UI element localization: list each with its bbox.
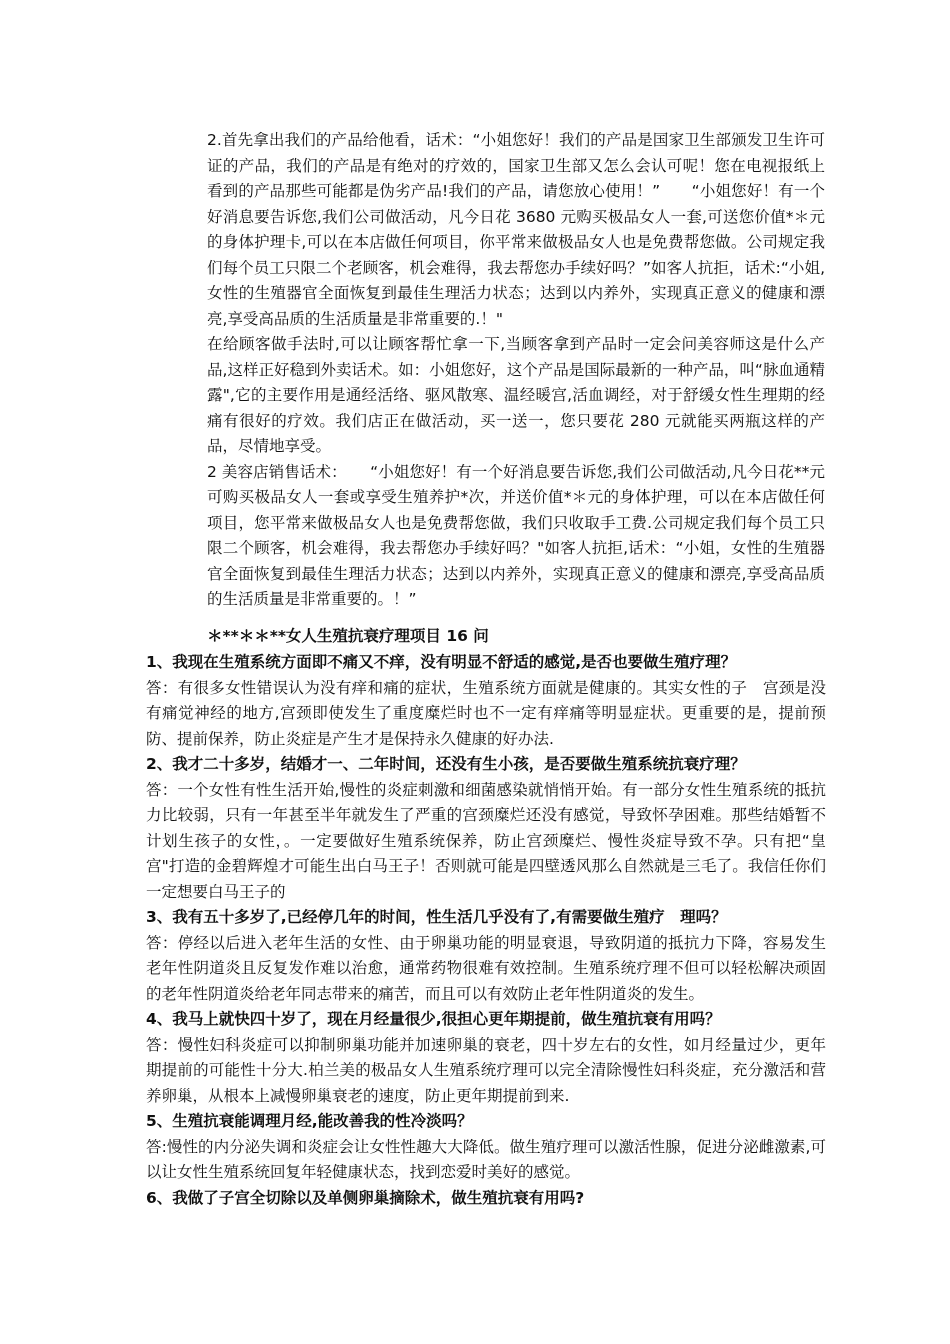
question: 1、我现在生殖系统方面即不痛又不痒，没有明显不舒适的感觉,是否也要做生殖疗理？ xyxy=(146,653,737,671)
intro-section xyxy=(207,128,825,613)
answer: 答：一个女性有性生活开始,慢性的炎症刺激和细菌感染就悄悄开始。有一部分女性生殖系统的抵抗力比较弱，只有一年甚至半年就发生了严重的宫颈糜烂还没有感觉，导致怀孕困难。那些结婚暂不计划生孩子的女性，。一定要做好生殖系统保养，防止宫颈糜烂、慢性炎症导致不孕。只有把“皇宫"打造的金碧辉煌才可能生出白马王子！否则就可能是四壁透风那么自然就是三毛了。我信任你们一定想要白马王子的 xyxy=(146,780,826,901)
intro-paragraph: 2 美容店销售话术： “小姐您好！有一个好消息要告诉您,我们公司做活动,凡今日花**元可购买极品女人一套或享受生殖养护*次，并送价值*＊元的身体护理，可以在本店做任何项目，您平常来做极品女人也是免费帮您做，我们只收取手工费.公司规定我们每个员工只限二个顾客，机会难得，我去帮您办手续好吗？"如客人抗拒,话术：“小姐，女性的生殖器官全面恢复到最佳生理活力状态；达到以内养外，实现真正意义的健康和漂亮,享受高品质的生活质量是非常重要的。！” xyxy=(207,462,825,608)
answer: 答：慢性妇科炎症可以抑制卵巢功能并加速卵巢的衰老，四十岁左右的女性，如月经量过少，更年期提前的可能性十分大.柏兰美的极品女人生殖系统疗理可以完全清除慢性妇科炎症，充分激活和营养卵巢，从根本上减慢卵巢衰老的速度，防止更年期提前到来. xyxy=(146,1035,826,1105)
question: 3、我有五十多岁了,已经停几年的时间，性生活几乎没有了,有需要做生殖疗 理吗？ xyxy=(146,908,727,926)
section-title: ＊**＊＊**女人生殖抗衰疗理项目 16 问 xyxy=(207,627,489,645)
answer: 答:慢性的内分泌失调和炎症会让女性性趣大大降低。做生殖疗理可以激活性腺，促进分泌雌激素,可以让女性生殖系统回复年轻健康状态，找到恋爱时美好的感觉。 xyxy=(146,1137,826,1181)
answer: 答：停经以后进入老年生活的女性、由于卵巢功能的明显衰退，导致阴道的抵抗力下降，容易发生老年性阴道炎且反复发作难以治愈，通常药物很难有效控制。生殖系统疗理不但可以轻松解决顽固的老年性阴道炎给老年同志带来的痛苦，而且可以有效防止老年性阴道炎的发生。 xyxy=(146,933,826,1003)
question: 4、我马上就快四十岁了，现在月经量很少,很担心更年期提前，做生殖抗衰有用吗？ xyxy=(146,1010,721,1028)
question: 5、生殖抗衰能调理月经,能改善我的性冷淡吗？ xyxy=(146,1112,473,1130)
question: 2、我才二十多岁，结婚才一、二年时间，还没有生小孩，是否要做生殖系统抗衰疗理？ xyxy=(146,755,746,773)
qa-section xyxy=(146,650,826,1211)
intro-paragraph: 在给顾客做手法时,可以让顾客帮忙拿一下,当顾客拿到产品时一定会问美容师这是什么产品,这样正好稳到外卖话术。如：小姐您好，这个产品是国际最新的一种产品，叫“脉血通精露",它的主要作用是通经活络、驱风散寒、温经暖宫,活血调经，对于舒缓女性生理期的经痛有很好的疗效。我们店正在做活动，买一送一，您只要花 280 元就能买两瓶这样的产品，尽情地享受。 xyxy=(207,335,825,455)
intro-paragraph: 2.首先拿出我们的产品给他看，话术：“小姐您好！我们的产品是国家卫生部颁发卫生许可证的产品，我们的产品是有绝对的疗效的，国家卫生部又怎么会认可呢！您在电视报纸上看到的产品那些可能都是伪劣产品!我们的产品，请您放心使用！” “小姐您好！有一个好消息要告诉您,我们公司做活动，凡今日花 3680 元购买极品女人一套,可送您价值*＊元的身体护理卡,可以在本店做任何项目，你平常来做极品女人也是免费帮您做。公司规定我们每个员工只限二个老顾客，机会难得，我去帮您办手续好吗？”如客人抗拒，话术:“小姐,女性的生殖器官全面恢复到最佳生理活力状态；达到以内养外，实现真正意义的健康和漂亮,享受高品质的生活质量是非常重要的.！" xyxy=(207,131,825,328)
answer: 答：有很多女性错误认为没有痒和痛的症状，生殖系统方面就是健康的。其实女性的子 宫颈是没有痛觉神经的地方,宫颈即使发生了重度糜烂时也不一定有痒痛等明显症状。更重要的是，提前预防、提前保养，防止炎症是产生才是保持永久健康的好办法. xyxy=(146,678,826,748)
question: 6、我做了子宫全切除以及单侧卵巢摘除术，做生殖抗衰有用吗? xyxy=(146,1188,585,1207)
